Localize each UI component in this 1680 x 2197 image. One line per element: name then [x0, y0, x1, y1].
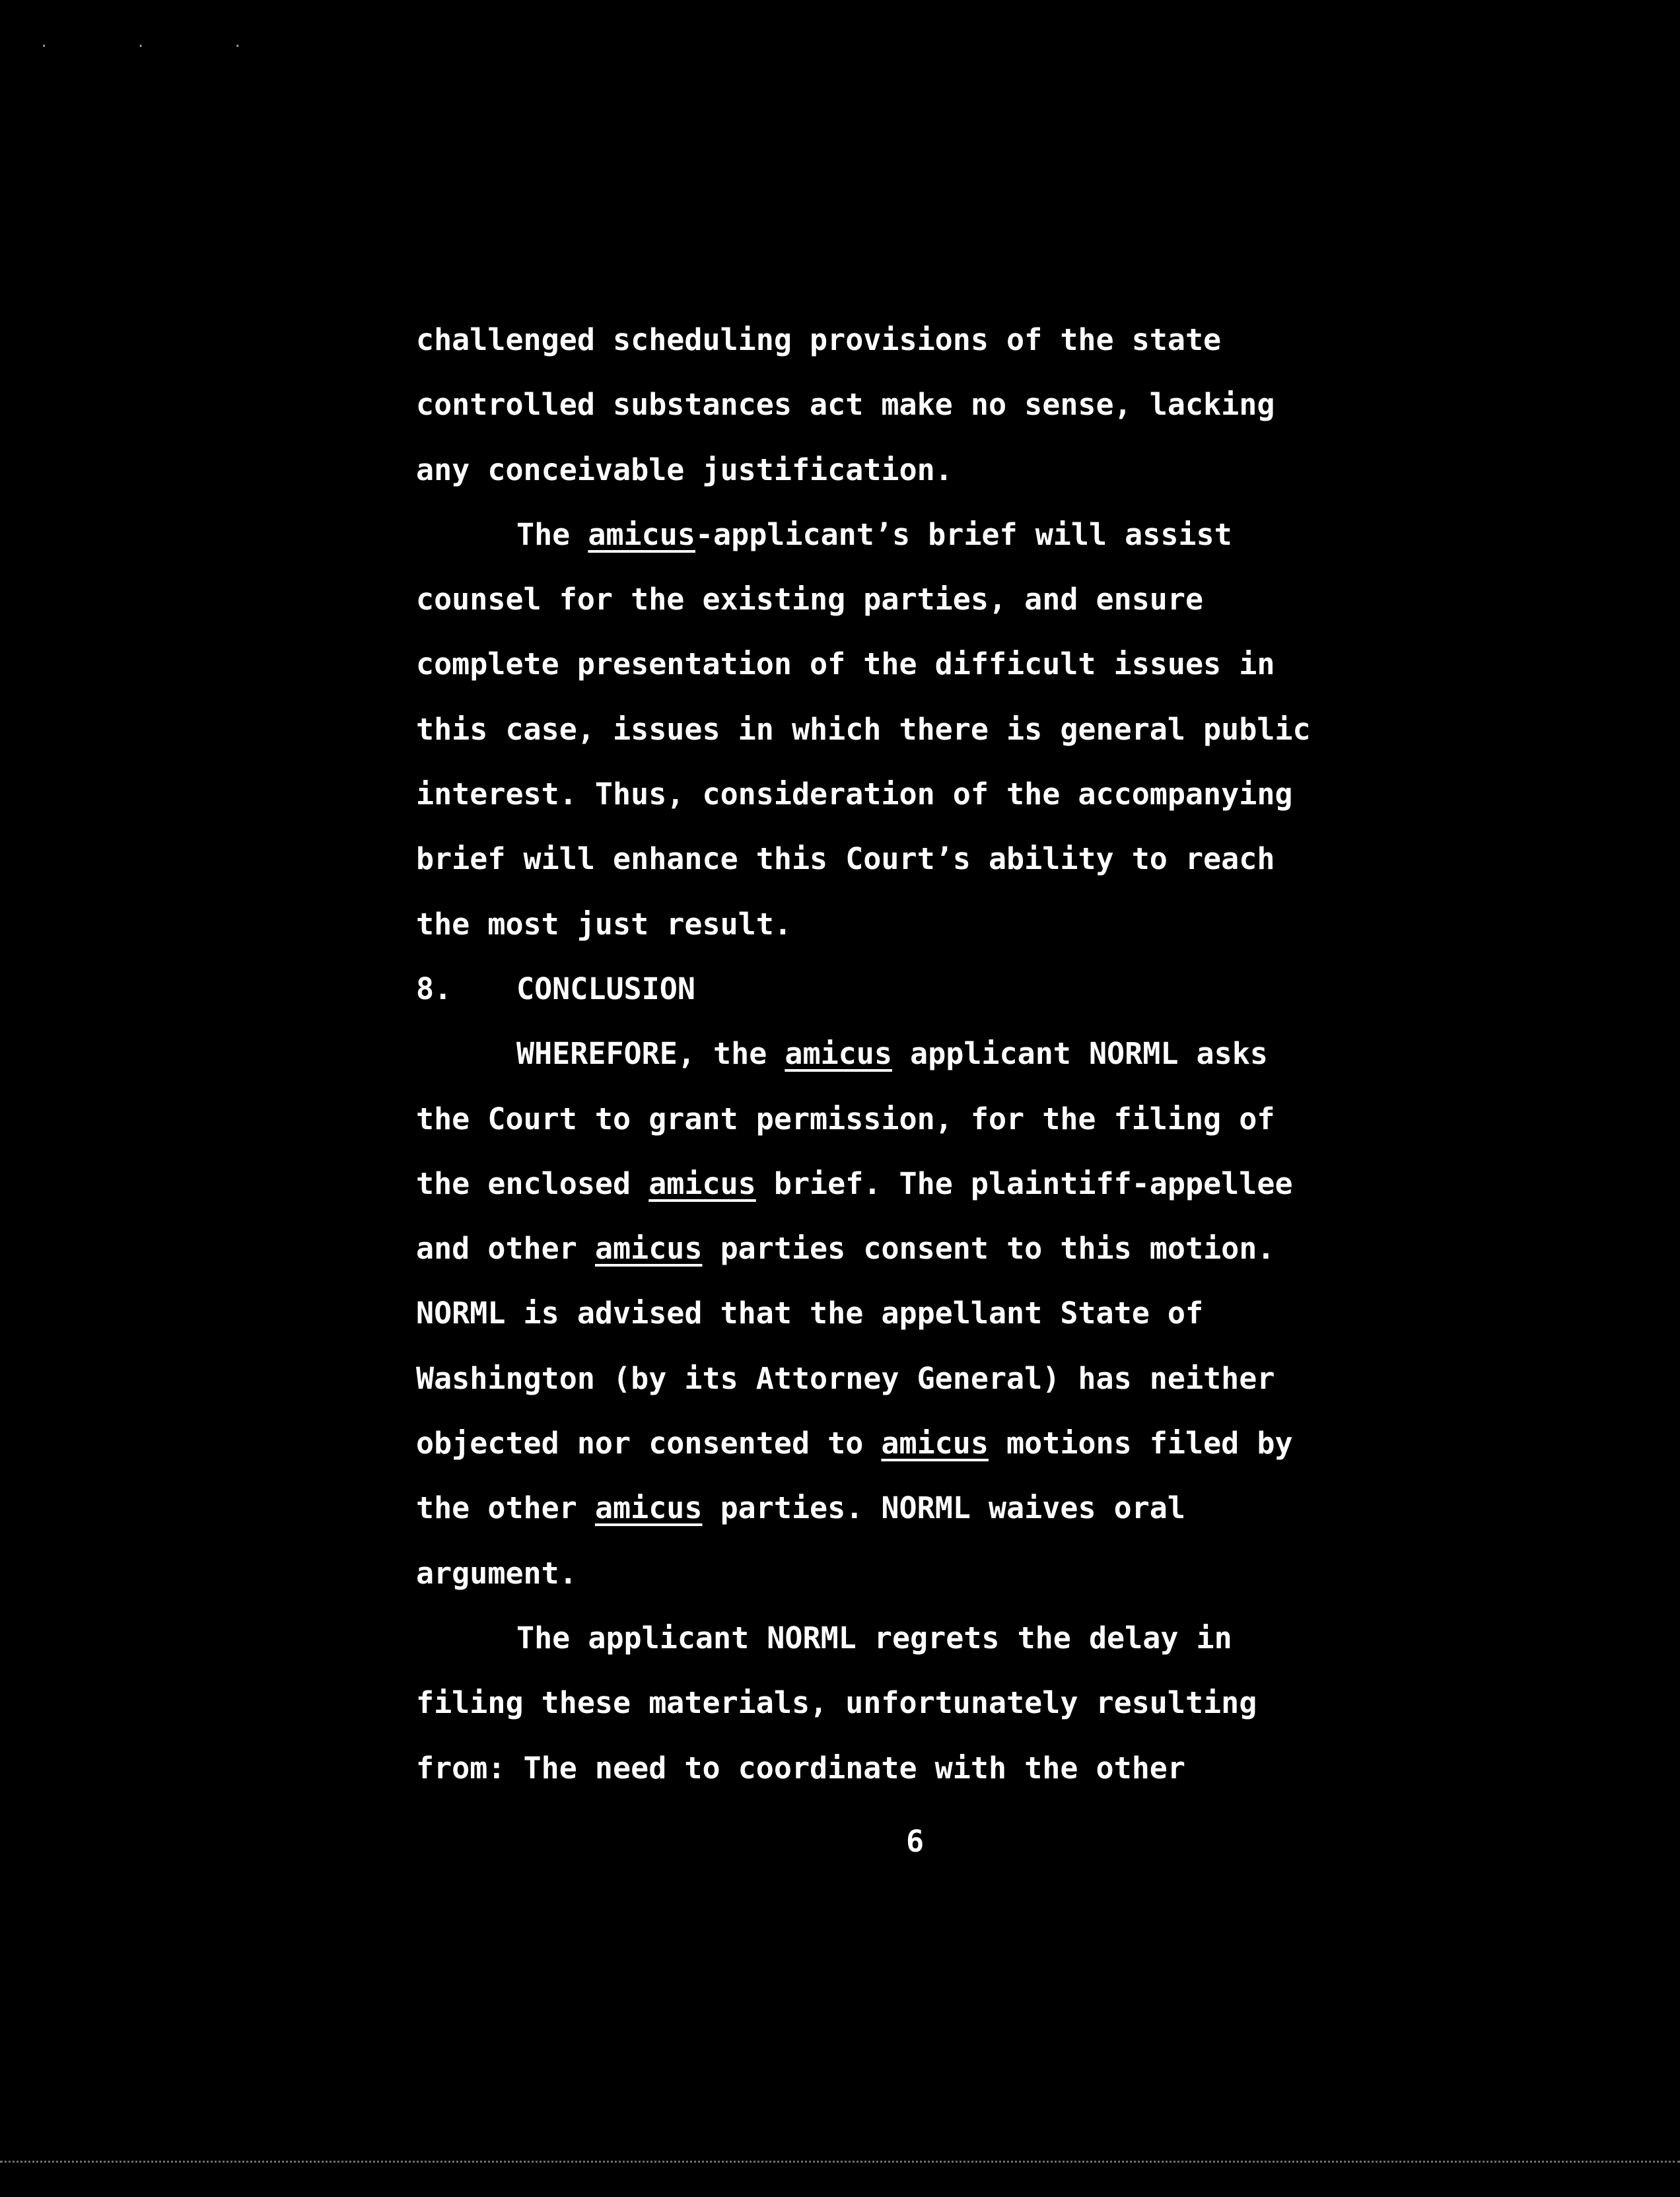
underlined-term: amicus	[648, 1166, 756, 1201]
text-span: Washington (by its Attorney General) has neither	[416, 1360, 1275, 1396]
text-line	[416, 1671, 1446, 1735]
section-heading	[416, 957, 1446, 1022]
text-span: objected nor consented to	[416, 1426, 882, 1461]
text-span: brief will enhance this Court’s ability to reach	[416, 841, 1275, 877]
text-span: challenged scheduling provisions of the state	[416, 322, 1222, 357]
text-line	[416, 1346, 1446, 1411]
text-line	[416, 827, 1446, 891]
text-line	[416, 1281, 1446, 1346]
text-span: The applicant NORML regrets the delay in	[516, 1620, 1232, 1656]
text-span: the enclosed	[416, 1166, 649, 1201]
page-number: 6	[906, 1824, 925, 1859]
underlined-term: amicus	[594, 1490, 703, 1526]
text-span: the other	[416, 1490, 595, 1526]
scan-bottom-edge	[0, 2161, 1680, 2163]
underlined-term: amicus	[881, 1426, 989, 1461]
text-line	[416, 438, 1446, 503]
text-span: applicant NORML asks	[892, 1036, 1268, 1072]
text-span: controlled substances act make no sense, lacking	[416, 387, 1275, 423]
text-line	[416, 762, 1446, 827]
text-line	[416, 1606, 1446, 1671]
text-line	[416, 567, 1446, 632]
text-line	[416, 1022, 1446, 1086]
text-span: filing these materials, unfortunately resulting	[416, 1685, 1257, 1721]
text-span: the most just result.	[416, 906, 792, 942]
text-line	[416, 1411, 1446, 1476]
underlined-term: amicus	[594, 1231, 703, 1267]
text-span: brief. The plaintiff-appellee	[755, 1166, 1293, 1201]
text-span: -applicant’s brief will assist	[695, 516, 1232, 552]
text-span: from: The need to coordinate with the other	[416, 1750, 1185, 1786]
section-number: 8.	[416, 971, 452, 1006]
scan-specks: · · ·	[40, 38, 282, 55]
text-span: interest. Thus, consideration of the accompanying	[416, 777, 1293, 812]
text-span: parties. NORML waives oral	[702, 1490, 1185, 1526]
text-line	[416, 1736, 1446, 1801]
text-span: argument.	[416, 1555, 577, 1591]
text-span: complete presentation of the difficult issues in	[416, 646, 1275, 682]
text-span: The	[516, 516, 588, 552]
text-line	[416, 892, 1446, 957]
text-line	[416, 1087, 1446, 1152]
text-span: any conceivable justification.	[416, 452, 953, 487]
section-title: CONCLUSION	[516, 971, 695, 1006]
text-line	[416, 1152, 1446, 1216]
text-span: and other	[416, 1231, 595, 1267]
text-line	[416, 372, 1446, 437]
text-span: the Court to grant permission, for the filing of	[416, 1101, 1275, 1136]
text-line	[416, 1216, 1446, 1281]
text-span: WHEREFORE, the	[516, 1036, 785, 1072]
text-span: counsel for the existing parties, and ensure	[416, 582, 1204, 617]
text-line	[416, 308, 1446, 372]
document-body	[416, 308, 1446, 1801]
text-line	[416, 503, 1446, 567]
text-line	[416, 697, 1446, 762]
text-line	[416, 1476, 1446, 1541]
text-line	[416, 1541, 1446, 1606]
underlined-term: amicus	[588, 516, 695, 552]
text-span: motions filed by	[988, 1426, 1293, 1461]
text-span: parties consent to this motion.	[702, 1231, 1275, 1267]
text-span: NORML is advised that the appellant State of	[416, 1296, 1204, 1331]
text-line	[416, 632, 1446, 697]
underlined-term: amicus	[785, 1036, 892, 1072]
text-span: this case, issues in which there is general public	[416, 711, 1311, 747]
